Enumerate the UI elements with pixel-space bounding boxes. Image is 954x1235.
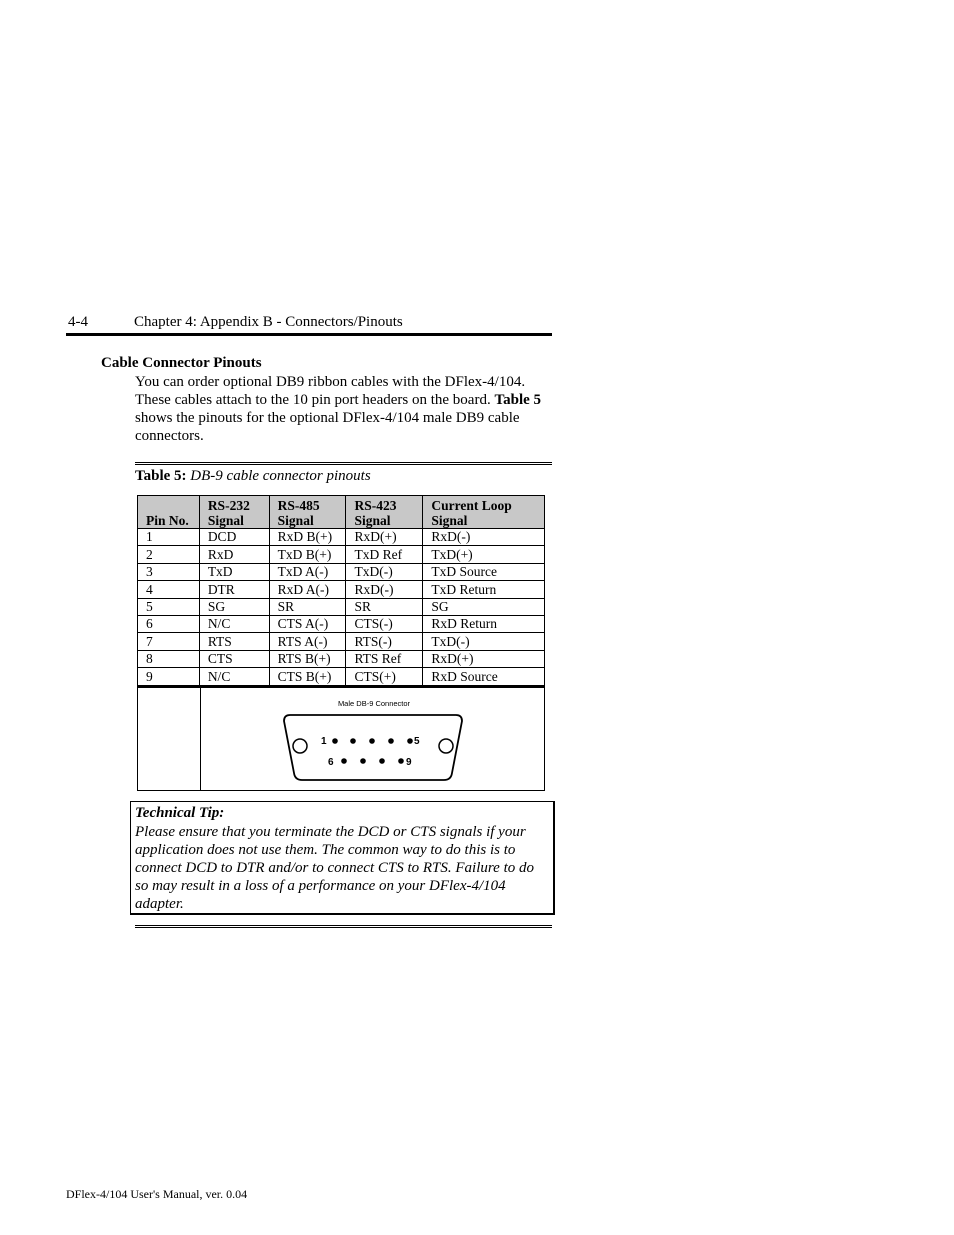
- left-mounting-hole: [293, 739, 307, 753]
- pin-6: [341, 758, 347, 764]
- pin-label-9: 9: [406, 757, 412, 768]
- cell-rs485: CTS B(+): [269, 668, 346, 686]
- cell-rs423: TxD(-): [346, 563, 423, 580]
- intro-text-2: shows the pinouts for the optional DFlex-4/104 male DB9 cable connectors.: [135, 410, 520, 444]
- pin-label-6: 6: [328, 757, 334, 768]
- table-caption-label: Table 5:: [135, 468, 187, 484]
- cell-rs423: RxD(+): [346, 529, 423, 546]
- cell-rs485: RTS B(+): [269, 650, 346, 667]
- cell-rs232: CTS: [199, 650, 269, 667]
- table-reference: Table 5: [494, 392, 542, 408]
- header-rs423: RS-423 Signal: [346, 496, 423, 529]
- intro-text-1: You can order optional DB9 ribbon cables with the DFlex-4/104. These cables attach to the 10 pin port headers on the board.: [135, 374, 526, 408]
- cell-rs232: DCD: [199, 529, 269, 546]
- cell-pin: 6: [138, 615, 200, 632]
- pin-2: [350, 738, 356, 744]
- bottom-pin-row: [341, 758, 404, 764]
- table-row: [138, 615, 545, 632]
- cell-rs232: RTS: [199, 633, 269, 650]
- header-pin-no: Pin No.: [138, 496, 200, 529]
- cell-rs232: RxD: [199, 546, 269, 563]
- cell-current-loop: SG: [423, 598, 545, 615]
- connector-label: Male DB-9 Connector: [337, 699, 411, 708]
- intro-paragraph: [135, 373, 555, 445]
- cell-rs485: RTS A(-): [269, 633, 346, 650]
- table-row: [138, 668, 545, 686]
- table-row: [138, 633, 545, 650]
- page-footer: DFlex-4/104 User's Manual, ver. 0.04: [66, 1187, 248, 1201]
- cell-rs232: N/C: [199, 668, 269, 686]
- top-pin-row: [332, 738, 413, 744]
- db9-connector-diagram: [138, 688, 544, 790]
- cell-rs423: TxD Ref: [346, 546, 423, 563]
- cell-rs423: CTS(-): [346, 615, 423, 632]
- table-caption: [135, 468, 371, 485]
- cell-pin: 3: [138, 563, 200, 580]
- table-header-row: [138, 496, 545, 529]
- table-row: [138, 598, 545, 615]
- cell-rs423: RTS Ref: [346, 650, 423, 667]
- cell-rs485: RxD A(-): [269, 581, 346, 598]
- cell-pin: 8: [138, 650, 200, 667]
- bottom-rule: [135, 925, 552, 928]
- tip-text: Please ensure that you terminate the DCD or CTS signals if your application does not use them. The common way to do this is to connect DCD to DTR and/or to connect CTS to RTS. Failure to do so may result in a loss of a performance on your DFlex-4/104 adapter.: [135, 824, 535, 912]
- cell-current-loop: RxD(+): [423, 650, 545, 667]
- cell-pin: 7: [138, 633, 200, 650]
- pin-3: [369, 738, 375, 744]
- cell-rs423: RTS(-): [346, 633, 423, 650]
- pinout-table: [137, 495, 545, 687]
- cell-rs232: DTR: [199, 581, 269, 598]
- cell-rs423: SR: [346, 598, 423, 615]
- cell-rs485: TxD B(+): [269, 546, 346, 563]
- pin-5: [407, 738, 413, 744]
- connector-shell: [284, 715, 462, 780]
- cell-current-loop: TxD(+): [423, 546, 545, 563]
- connector-figure-box: [137, 687, 545, 791]
- cell-pin: 5: [138, 598, 200, 615]
- table-row: [138, 546, 545, 563]
- cell-current-loop: RxD Return: [423, 615, 545, 632]
- right-mounting-hole: [439, 739, 453, 753]
- section-title: Cable Connector Pinouts: [101, 355, 262, 371]
- chapter-title: Chapter 4: Appendix B - Connectors/Pinouts: [134, 314, 403, 330]
- cell-rs485: SR: [269, 598, 346, 615]
- header-rule: [66, 333, 552, 336]
- pin-label-5: 5: [414, 736, 420, 747]
- cell-rs485: TxD A(-): [269, 563, 346, 580]
- cell-current-loop: RxD Source: [423, 668, 545, 686]
- table-top-rule: [135, 462, 552, 465]
- cell-pin: 1: [138, 529, 200, 546]
- pin-8: [379, 758, 385, 764]
- pin-label-1: 1: [321, 736, 327, 747]
- pin-9: [398, 758, 404, 764]
- pin-1: [332, 738, 338, 744]
- cell-rs423: CTS(+): [346, 668, 423, 686]
- table-row: [138, 650, 545, 667]
- table-row: [138, 529, 545, 546]
- pin-4: [388, 738, 394, 744]
- pin-7: [360, 758, 366, 764]
- cell-rs485: CTS A(-): [269, 615, 346, 632]
- cell-current-loop: RxD(-): [423, 529, 545, 546]
- header-current-loop: Current Loop Signal: [423, 496, 545, 529]
- cell-rs232: N/C: [199, 615, 269, 632]
- header-rs232: RS-232 Signal: [199, 496, 269, 529]
- cell-pin: 2: [138, 546, 200, 563]
- cell-rs485: RxD B(+): [269, 529, 346, 546]
- table-caption-text: DB-9 cable connector pinouts: [190, 468, 371, 484]
- tip-title: Technical Tip:: [135, 805, 225, 821]
- cell-current-loop: TxD(-): [423, 633, 545, 650]
- cell-rs232: SG: [199, 598, 269, 615]
- cell-current-loop: TxD Source: [423, 563, 545, 580]
- cell-pin: 9: [138, 668, 200, 686]
- table-row: [138, 563, 545, 580]
- page-number: 4-4: [68, 314, 88, 330]
- cell-current-loop: TxD Return: [423, 581, 545, 598]
- table-row: [138, 581, 545, 598]
- cell-rs423: RxD(-): [346, 581, 423, 598]
- header-rs485: RS-485 Signal: [269, 496, 346, 529]
- cell-rs232: TxD: [199, 563, 269, 580]
- technical-tip-box: [130, 801, 555, 915]
- cell-pin: 4: [138, 581, 200, 598]
